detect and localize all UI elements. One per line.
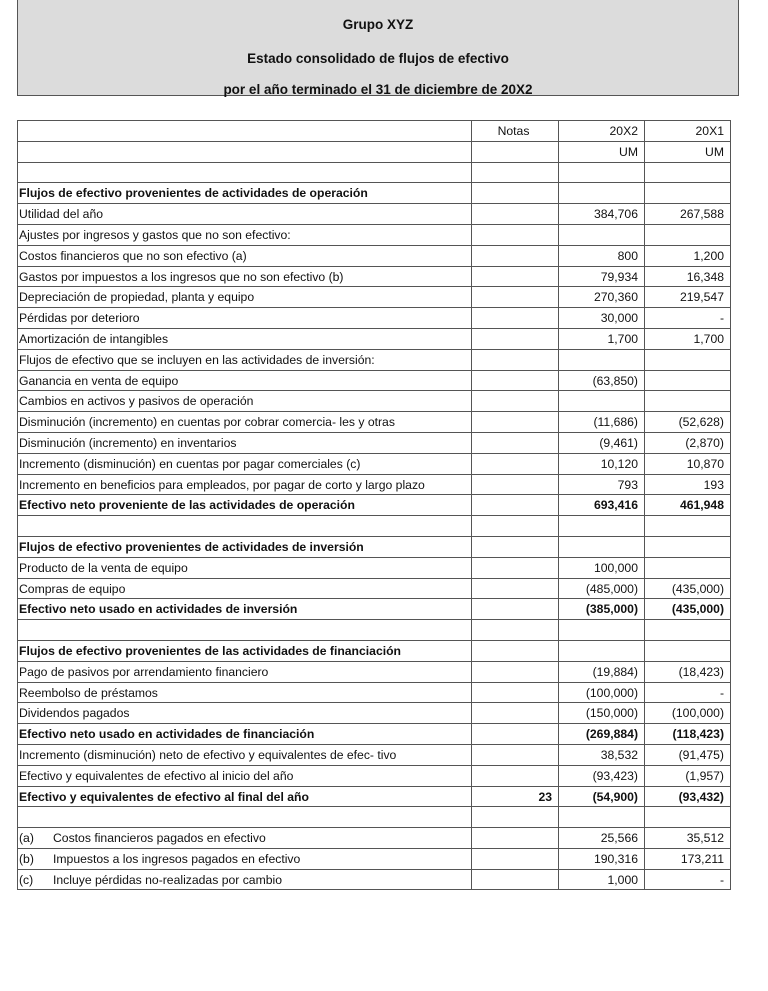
value-current-year: (54,900) xyxy=(559,786,645,807)
row-note xyxy=(472,391,559,412)
unit-current-header: UM xyxy=(559,141,645,162)
row-note xyxy=(472,578,559,599)
row-description: Utilidad del año xyxy=(18,204,472,225)
unit-header-row xyxy=(18,141,731,162)
value-current-year: 793 xyxy=(559,474,645,495)
value-prior-year: - xyxy=(645,682,731,703)
row-note xyxy=(472,432,559,453)
total-row xyxy=(18,599,731,620)
row-note xyxy=(472,370,559,391)
value-current-year: 1,000 xyxy=(559,869,645,890)
row-description xyxy=(18,807,472,828)
row-note xyxy=(472,744,559,765)
footnote-row xyxy=(18,869,731,890)
value-current-year: (485,000) xyxy=(559,578,645,599)
value-current-year xyxy=(559,640,645,661)
row-description: Amortización de intangibles xyxy=(18,328,472,349)
header-blank-cell xyxy=(18,141,472,162)
row-description: Costos financieros que no son efectivo (a) xyxy=(18,245,472,266)
line-item-row xyxy=(18,412,731,433)
row-note xyxy=(472,224,559,245)
line-item-row xyxy=(18,557,731,578)
row-note xyxy=(472,682,559,703)
line-item-row xyxy=(18,349,731,370)
row-note xyxy=(472,557,559,578)
value-prior-year xyxy=(645,391,731,412)
value-prior-year: 10,870 xyxy=(645,453,731,474)
footnote-text: Impuestos a los ingresos pagados en efectivo xyxy=(53,851,301,866)
line-item-row xyxy=(18,266,731,287)
value-prior-year xyxy=(645,557,731,578)
value-prior-year: 1,200 xyxy=(645,245,731,266)
row-note xyxy=(472,328,559,349)
header-blank-cell xyxy=(18,121,472,142)
line-item-row xyxy=(18,204,731,225)
row-note xyxy=(472,724,559,745)
row-description: Cambios en activos y pasivos de operación xyxy=(18,391,472,412)
value-prior-year: (435,000) xyxy=(645,599,731,620)
row-note xyxy=(472,599,559,620)
row-description: Pago de pasivos por arrendamiento financiero xyxy=(18,661,472,682)
value-current-year: (385,000) xyxy=(559,599,645,620)
line-item-row xyxy=(18,453,731,474)
unit-prior-header: UM xyxy=(645,141,731,162)
line-item-row xyxy=(18,245,731,266)
line-item-row xyxy=(18,744,731,765)
row-description xyxy=(18,828,472,849)
value-prior-year: 16,348 xyxy=(645,266,731,287)
row-note xyxy=(472,640,559,661)
row-description: Incremento en beneficios para empleados, por pagar de corto y largo plazo xyxy=(18,474,472,495)
value-prior-year: (100,000) xyxy=(645,703,731,724)
value-prior-year xyxy=(645,162,731,183)
section-header-row xyxy=(18,536,731,557)
row-description xyxy=(18,162,472,183)
value-current-year: 100,000 xyxy=(559,557,645,578)
value-current-year: 190,316 xyxy=(559,848,645,869)
row-description: Ganancia en venta de equipo xyxy=(18,370,472,391)
row-note xyxy=(472,162,559,183)
value-prior-year: (435,000) xyxy=(645,578,731,599)
spacer-row xyxy=(18,162,731,183)
line-item-row xyxy=(18,765,731,786)
value-prior-year xyxy=(645,807,731,828)
value-current-year: 10,120 xyxy=(559,453,645,474)
value-prior-year: (91,475) xyxy=(645,744,731,765)
row-note xyxy=(472,765,559,786)
value-prior-year: 219,547 xyxy=(645,287,731,308)
notes-blank-cell xyxy=(472,141,559,162)
row-note xyxy=(472,703,559,724)
line-item-row xyxy=(18,703,731,724)
spacer-row xyxy=(18,807,731,828)
year-current-header: 20X2 xyxy=(559,121,645,142)
row-note xyxy=(472,661,559,682)
row-note: 23 xyxy=(472,786,559,807)
value-prior-year: (1,957) xyxy=(645,765,731,786)
value-prior-year: 267,588 xyxy=(645,204,731,225)
row-description: Efectivo neto usado en actividades de financiación xyxy=(18,724,472,745)
row-description: Efectivo neto usado en actividades de inversión xyxy=(18,599,472,620)
line-item-row xyxy=(18,661,731,682)
value-prior-year: (118,423) xyxy=(645,724,731,745)
footnote-letter: (a) xyxy=(19,831,34,846)
value-current-year: (100,000) xyxy=(559,682,645,703)
row-note xyxy=(472,453,559,474)
row-note xyxy=(472,848,559,869)
row-description: Producto de la venta de equipo xyxy=(18,557,472,578)
row-note xyxy=(472,183,559,204)
value-prior-year xyxy=(645,349,731,370)
column-header-row xyxy=(18,121,731,142)
value-prior-year xyxy=(645,516,731,537)
value-prior-year xyxy=(645,620,731,641)
value-current-year: (11,686) xyxy=(559,412,645,433)
section-header-row xyxy=(18,640,731,661)
value-current-year: 38,532 xyxy=(559,744,645,765)
total-row xyxy=(18,495,731,516)
value-prior-year xyxy=(645,370,731,391)
value-prior-year: 35,512 xyxy=(645,828,731,849)
row-note xyxy=(472,495,559,516)
value-prior-year: (93,432) xyxy=(645,786,731,807)
row-description xyxy=(18,516,472,537)
value-prior-year xyxy=(645,224,731,245)
row-description: Gastos por impuestos a los ingresos que no son efectivo (b) xyxy=(18,266,472,287)
total-row xyxy=(18,724,731,745)
value-current-year xyxy=(559,620,645,641)
row-description xyxy=(18,869,472,890)
line-item-row xyxy=(18,391,731,412)
value-prior-year: (2,870) xyxy=(645,432,731,453)
row-description: Flujos de efectivo provenientes de actividades de operación xyxy=(18,183,472,204)
value-current-year: (269,884) xyxy=(559,724,645,745)
row-description: Efectivo y equivalentes de efectivo al inicio del año xyxy=(18,765,472,786)
line-item-row xyxy=(18,370,731,391)
spacer-row xyxy=(18,620,731,641)
line-item-row xyxy=(18,682,731,703)
value-prior-year: 461,948 xyxy=(645,495,731,516)
row-description: Efectivo y equivalentes de efectivo al final del año xyxy=(18,786,472,807)
statement-header xyxy=(17,0,739,96)
cash-flow-table xyxy=(17,120,731,890)
row-note xyxy=(472,516,559,537)
value-current-year xyxy=(559,183,645,204)
row-note xyxy=(472,536,559,557)
value-current-year: 693,416 xyxy=(559,495,645,516)
value-current-year xyxy=(559,516,645,537)
row-description: Flujos de efectivo que se incluyen en las actividades de inversión: xyxy=(18,349,472,370)
value-current-year: 1,700 xyxy=(559,328,645,349)
row-description: Pérdidas por deterioro xyxy=(18,308,472,329)
value-current-year xyxy=(559,391,645,412)
row-note xyxy=(472,807,559,828)
line-item-row xyxy=(18,328,731,349)
spacer-row xyxy=(18,516,731,537)
line-item-row xyxy=(18,432,731,453)
footnote-letter: (b) xyxy=(19,851,34,866)
row-note xyxy=(472,474,559,495)
line-item-row xyxy=(18,308,731,329)
value-current-year: 800 xyxy=(559,245,645,266)
row-description xyxy=(18,848,472,869)
row-description: Incremento (disminución) neto de efectivo y equivalentes de efec- tivo xyxy=(18,744,472,765)
footnote-text: Incluye pérdidas no-realizadas por cambio xyxy=(53,872,282,887)
value-current-year xyxy=(559,807,645,828)
line-item-row xyxy=(18,474,731,495)
section-header-row xyxy=(18,183,731,204)
value-prior-year xyxy=(645,536,731,557)
row-description: Disminución (incremento) en cuentas por cobrar comercia- les y otras xyxy=(18,412,472,433)
row-description: Flujos de efectivo provenientes de actividades de inversión xyxy=(18,536,472,557)
row-note xyxy=(472,266,559,287)
footnote-row xyxy=(18,828,731,849)
value-current-year xyxy=(559,349,645,370)
company-name: Grupo XYZ xyxy=(342,17,414,32)
row-description: Ajustes por ingresos y gastos que no son efectivo: xyxy=(18,224,472,245)
value-prior-year: - xyxy=(645,308,731,329)
row-description: Reembolso de préstamos xyxy=(18,682,472,703)
row-description: Efectivo neto proveniente de las actividades de operación xyxy=(18,495,472,516)
value-prior-year: - xyxy=(645,869,731,890)
row-note xyxy=(472,349,559,370)
value-current-year xyxy=(559,162,645,183)
value-current-year: 384,706 xyxy=(559,204,645,225)
value-current-year: 270,360 xyxy=(559,287,645,308)
statement-title: Estado consolidado de flujos de efectivo xyxy=(247,51,509,66)
value-current-year: 79,934 xyxy=(559,266,645,287)
row-note xyxy=(472,620,559,641)
row-description: Compras de equipo xyxy=(18,578,472,599)
total-row xyxy=(18,786,731,807)
value-prior-year xyxy=(645,183,731,204)
row-description: Incremento (disminución) en cuentas por pagar comerciales (c) xyxy=(18,453,472,474)
row-description: Flujos de efectivo provenientes de las actividades de financiación xyxy=(18,640,472,661)
row-description xyxy=(18,620,472,641)
value-prior-year xyxy=(645,640,731,661)
row-note xyxy=(472,204,559,225)
footnote-letter: (c) xyxy=(19,872,34,887)
value-prior-year: 1,700 xyxy=(645,328,731,349)
line-item-row xyxy=(18,578,731,599)
statement-period: por el año terminado el 31 de diciembre de 20X2 xyxy=(223,82,533,97)
value-prior-year: (52,628) xyxy=(645,412,731,433)
year-prior-header: 20X1 xyxy=(645,121,731,142)
row-note xyxy=(472,287,559,308)
row-note xyxy=(472,245,559,266)
value-current-year xyxy=(559,224,645,245)
value-current-year: (150,000) xyxy=(559,703,645,724)
value-current-year: (19,884) xyxy=(559,661,645,682)
value-prior-year: 173,211 xyxy=(645,848,731,869)
value-current-year: (63,850) xyxy=(559,370,645,391)
value-current-year: 30,000 xyxy=(559,308,645,329)
row-description: Dividendos pagados xyxy=(18,703,472,724)
value-current-year: (9,461) xyxy=(559,432,645,453)
row-description: Depreciación de propiedad, planta y equipo xyxy=(18,287,472,308)
footnote-row xyxy=(18,848,731,869)
row-note xyxy=(472,869,559,890)
line-item-row xyxy=(18,224,731,245)
value-current-year: 25,566 xyxy=(559,828,645,849)
notes-header: Notas xyxy=(472,121,559,142)
row-note xyxy=(472,308,559,329)
line-item-row xyxy=(18,287,731,308)
value-current-year: (93,423) xyxy=(559,765,645,786)
row-note xyxy=(472,828,559,849)
value-prior-year: (18,423) xyxy=(645,661,731,682)
value-current-year xyxy=(559,536,645,557)
row-description: Disminución (incremento) en inventarios xyxy=(18,432,472,453)
row-note xyxy=(472,412,559,433)
footnote-text: Costos financieros pagados en efectivo xyxy=(53,831,266,846)
value-prior-year: 193 xyxy=(645,474,731,495)
